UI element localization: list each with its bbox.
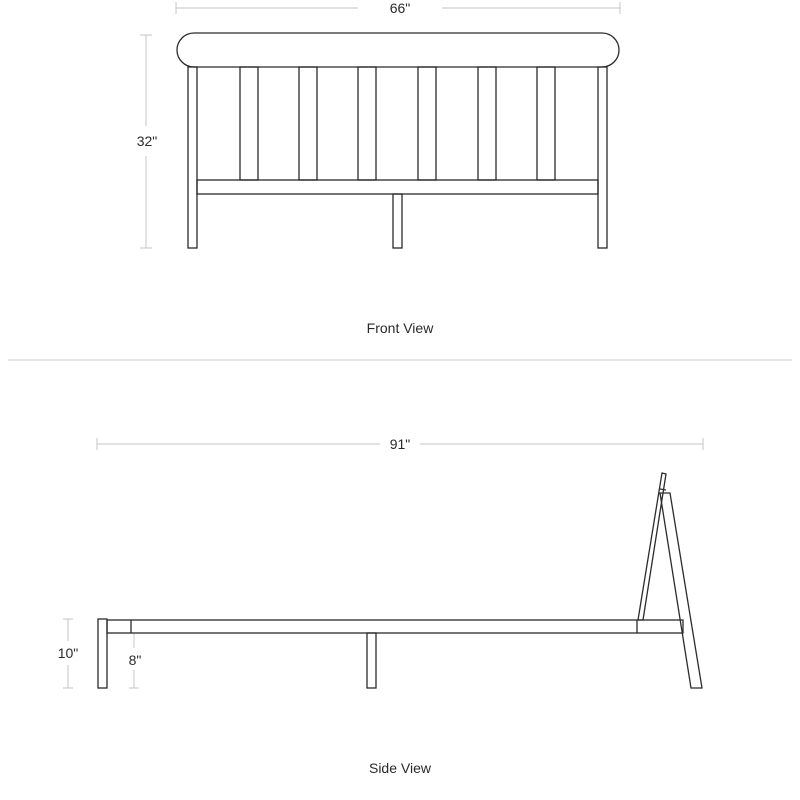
front-view-caption: Front View [366, 320, 434, 336]
left-post [188, 67, 197, 248]
front-view-bed-drawing [177, 33, 619, 248]
front-rail [197, 180, 598, 194]
side-length-dimension [97, 436, 703, 452]
side-clearance-dimension [129, 633, 142, 688]
headboard-slats [240, 67, 555, 180]
front-width-label: 66" [389, 0, 411, 16]
front-view [137, 0, 620, 336]
headboard-cushion [177, 33, 619, 67]
front-width-dimension [176, 0, 620, 16]
side-view-bed-drawing [98, 473, 702, 688]
right-post [598, 67, 607, 248]
side-view-caption: Side View [368, 760, 432, 776]
front-height-label: 32" [136, 133, 158, 149]
side-view [58, 436, 703, 776]
front-height-dimension [137, 35, 158, 248]
foot-post [98, 619, 107, 688]
side-clearance-label: 8" [128, 652, 142, 668]
side-length-label: 91" [389, 436, 411, 452]
headboard-post [660, 493, 702, 688]
center-leg [393, 194, 402, 248]
side-rail [107, 620, 683, 633]
middle-leg [367, 633, 376, 688]
side-frame-height-dimension [58, 619, 79, 688]
headboard-panel [638, 473, 666, 620]
side-frame-height-label: 10" [57, 645, 79, 661]
